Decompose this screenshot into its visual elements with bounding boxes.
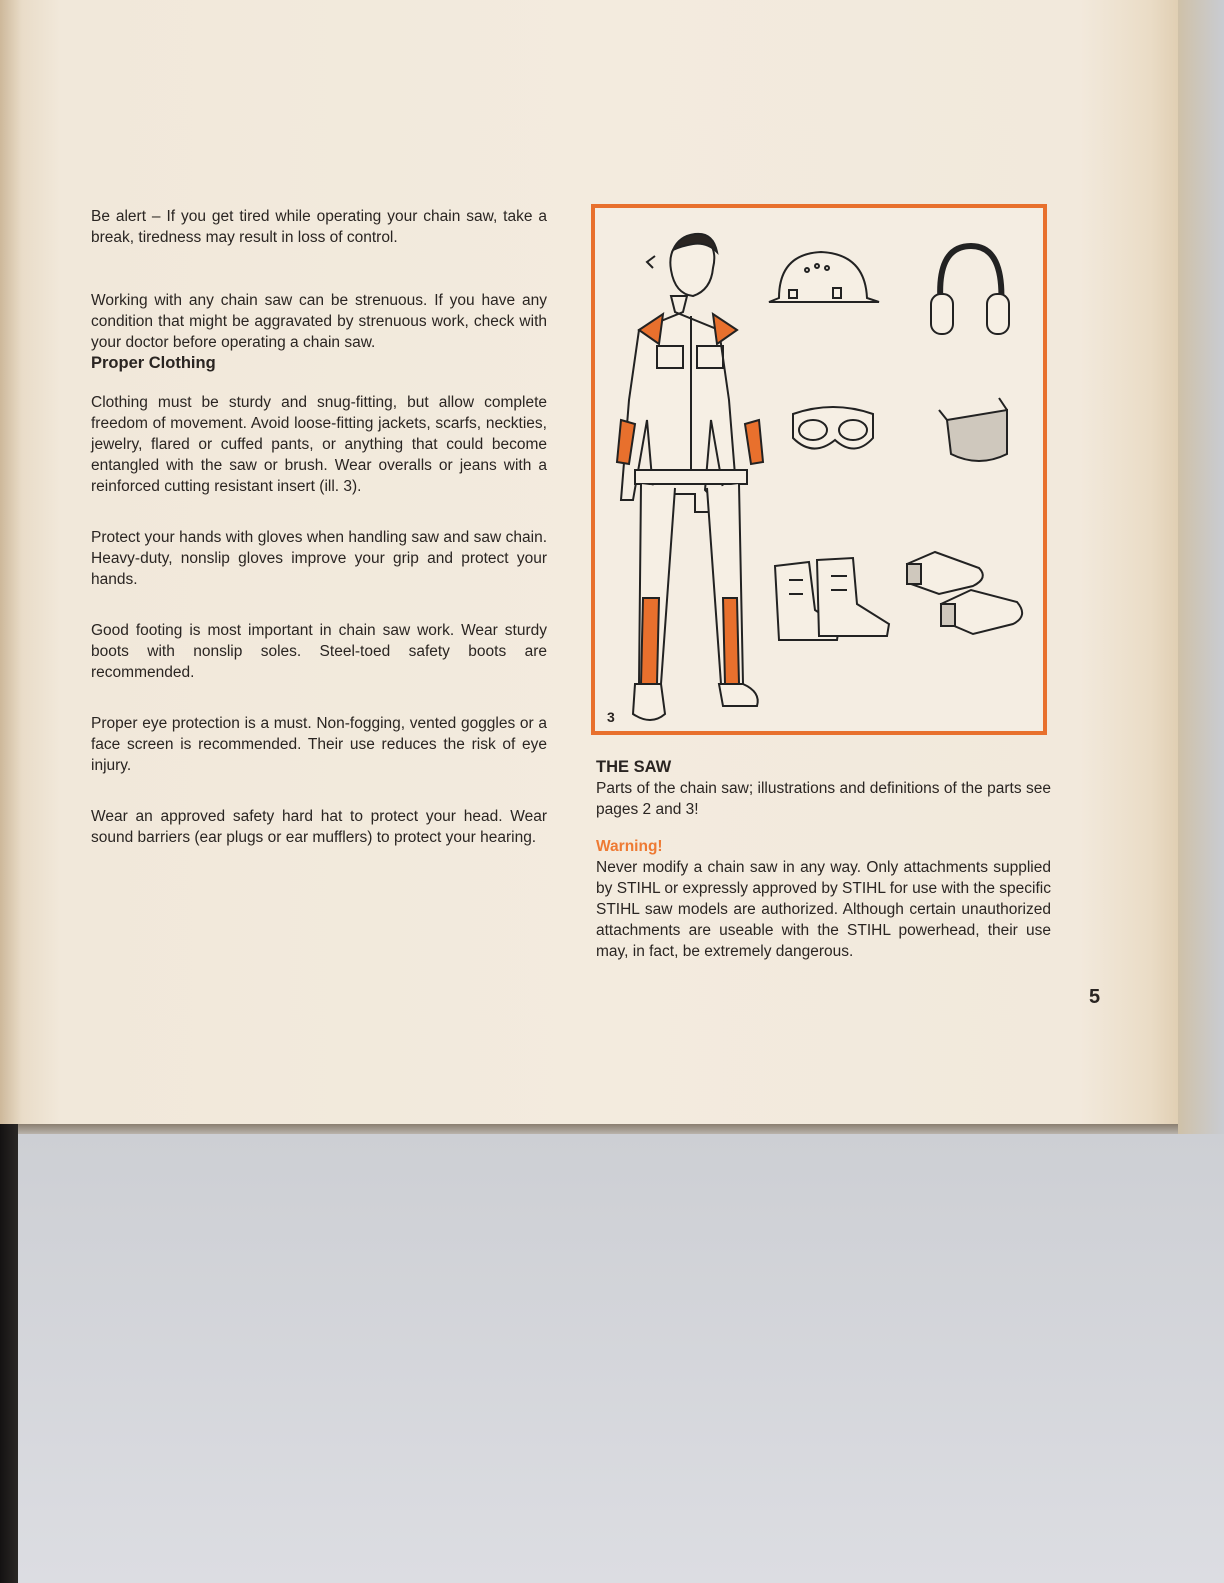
right-column [596,757,1051,962]
footing-paragraph: Good footing is most important in chain saw work. Wear sturdy boots with nonslip soles. Steel-toed safety boots are recommended. [91,622,547,681]
illustration-drawing [595,208,1043,731]
hard-hat-drawing [769,252,879,302]
gloves-paragraph: Protect your hands with gloves when handling saw and saw chain. Heavy-duty, nonslip gloves improve your grip and protect your hands. [91,529,547,588]
ear-muffs-drawing [931,246,1009,334]
page-number: 5 [1089,986,1101,1008]
eye-protection-paragraph: Proper eye protection is a must. Non-fogging, vented goggles or a face screen is recommended. Their use reduces the risk of eye injury. [91,715,547,774]
worker-figure [617,234,763,720]
left-column [91,206,547,848]
page-edge [0,1124,1178,1134]
gloves-drawing [907,552,1022,634]
the-saw-heading: THE SAW [596,758,672,776]
strenuous-paragraph: Working with any chain saw can be strenuous. If you have any condition that might be aggravated by strenuous work, check with your doctor before operating a chain saw. [91,292,547,351]
goggles-drawing [793,407,873,449]
protective-clothing-illustration [591,204,1047,735]
warning-label: Warning! [596,838,663,855]
alert-paragraph: Be alert – If you get tired while operating your chain saw, take a break, tiredness may result in loss of control. [91,208,547,246]
parts-paragraph: Parts of the chain saw; illustrations and definitions of the parts see pages 2 and 3! [596,780,1051,818]
book-spine [0,1124,18,1583]
figure-number: 3 [607,709,615,725]
clothing-paragraph: Clothing must be sturdy and snug-fitting, but allow complete freedom of movement. Avoid loose-fitting jackets, scarfs, neckties, jewelry, flared or cuffed pants, or anything that could become entangled with the saw or brush. Wear overalls or jeans with a reinforced cutting resistant insert (ill. 3). [91,394,547,495]
page-shadow [1178,0,1224,1140]
safety-boots-drawing [775,558,889,640]
face-screen-drawing [939,398,1007,461]
hard-hat-paragraph: Wear an approved safety hard hat to protect your head. Wear sound barriers (ear plugs or ear mufflers) to protect your hearing. [91,808,547,846]
warning-paragraph: Never modify a chain saw in any way. Only attachments supplied by STIHL or expressly approved by STIHL for use with the specific STIHL saw models are authorized. Although certain unauthorized attachments are useable with the STIHL powerhead, their use may, in fact, be extremely dangerous. [596,859,1051,960]
background-surface [18,1134,1224,1583]
proper-clothing-heading: Proper Clothing [91,354,216,372]
